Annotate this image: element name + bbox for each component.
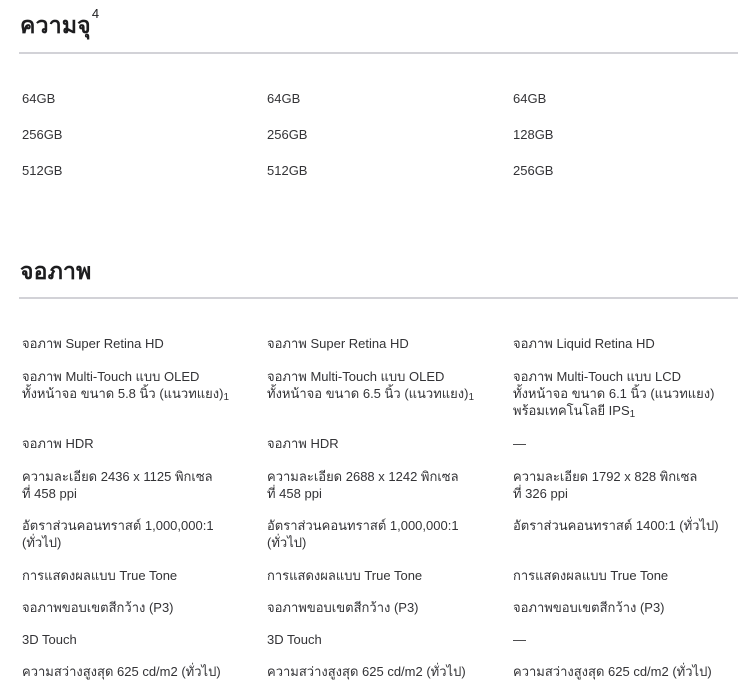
capacity-option: 256GB <box>22 127 63 142</box>
capacity-option: 512GB <box>267 163 308 178</box>
true-tone: การแสดงผลแบบ True Tone <box>513 568 669 583</box>
capacity-option: 64GB <box>267 91 301 106</box>
capacity-title: ความจุ <box>20 12 91 38</box>
brightness: ความสว่างสูงสุด 625 cd/m2 (ทั่วไป) <box>513 664 712 679</box>
capacity-divider <box>19 52 738 54</box>
resolution-line-2: ที่ 458 ppi <box>22 486 77 501</box>
3d-touch: 3D Touch <box>22 632 77 647</box>
multitouch-line-2-text: ทั้งหน้าจอ ขนาด 5.8 นิ้ว (แนวทแยง) <box>22 386 224 401</box>
multitouch-line-2: ทั้งหน้าจอ ขนาด 6.1 นิ้ว (แนวทแยง) <box>513 386 715 401</box>
display-type: จอภาพ Super Retina HD <box>267 336 409 351</box>
multitouch-footnote[interactable]: 1 <box>223 392 230 403</box>
wide-color: จอภาพขอบเขตสีกว้าง (P3) <box>513 600 665 615</box>
capacity-option: 256GB <box>267 127 308 142</box>
3d-touch: — <box>513 632 526 647</box>
display-type: จอภาพ Super Retina HD <box>22 336 164 351</box>
multitouch-line-1: จอภาพ Multi-Touch แบบ OLED <box>22 369 200 384</box>
multitouch-line-2 <box>267 385 474 406</box>
contrast-line-1: อัตราส่วนคอนทราสต์ 1,000,000:1 <box>267 518 459 533</box>
resolution-line-2: ที่ 326 ppi <box>513 486 568 501</box>
display-divider <box>19 297 738 299</box>
display-type: จอภาพ Liquid Retina HD <box>513 336 655 351</box>
hdr: จอภาพ HDR <box>267 436 339 451</box>
multitouch-line-3-text: พร้อมเทคโนโลยี IPS <box>513 403 630 418</box>
multitouch-line-1: จอภาพ Multi-Touch แบบ LCD <box>513 369 682 384</box>
hdr: จอภาพ HDR <box>22 436 94 451</box>
capacity-heading <box>20 8 99 44</box>
wide-color: จอภาพขอบเขตสีกว้าง (P3) <box>267 600 419 615</box>
contrast-line-1: อัตราส่วนคอนทราสต์ 1400:1 (ทั่วไป) <box>513 518 719 533</box>
resolution-line-1: ความละเอียด 2436 x 1125 พิกเซล <box>22 469 213 484</box>
capacity-option: 512GB <box>22 163 63 178</box>
capacity-footnote[interactable]: 4 <box>91 6 100 21</box>
brightness: ความสว่างสูงสุด 625 cd/m2 (ทั่วไป) <box>22 664 221 679</box>
display-heading: จอภาพ <box>20 258 92 284</box>
contrast-line-2: (ทั่วไป) <box>22 535 62 550</box>
multitouch-footnote[interactable]: 1 <box>468 392 475 403</box>
contrast-line-2: (ทั่วไป) <box>267 535 307 550</box>
3d-touch: 3D Touch <box>267 632 322 647</box>
multitouch-line-2 <box>22 385 229 406</box>
capacity-option: 64GB <box>22 91 56 106</box>
contrast-line-1: อัตราส่วนคอนทราสต์ 1,000,000:1 <box>22 518 214 533</box>
capacity-option: 128GB <box>513 127 554 142</box>
hdr: — <box>513 436 526 451</box>
true-tone: การแสดงผลแบบ True Tone <box>267 568 423 583</box>
multitouch-line-3 <box>513 402 635 423</box>
capacity-option: 64GB <box>513 91 547 106</box>
wide-color: จอภาพขอบเขตสีกว้าง (P3) <box>22 600 174 615</box>
true-tone: การแสดงผลแบบ True Tone <box>22 568 178 583</box>
multitouch-footnote[interactable]: 1 <box>629 409 636 420</box>
capacity-option: 256GB <box>513 163 554 178</box>
resolution-line-1: ความละเอียด 2688 x 1242 พิกเซล <box>267 469 459 484</box>
brightness: ความสว่างสูงสุด 625 cd/m2 (ทั่วไป) <box>267 664 466 679</box>
multitouch-line-1: จอภาพ Multi-Touch แบบ OLED <box>267 369 445 384</box>
multitouch-line-2-text: ทั้งหน้าจอ ขนาด 6.5 นิ้ว (แนวทแยง) <box>267 386 469 401</box>
resolution-line-2: ที่ 458 ppi <box>267 486 322 501</box>
resolution-line-1: ความละเอียด 1792 x 828 พิกเซล <box>513 469 698 484</box>
